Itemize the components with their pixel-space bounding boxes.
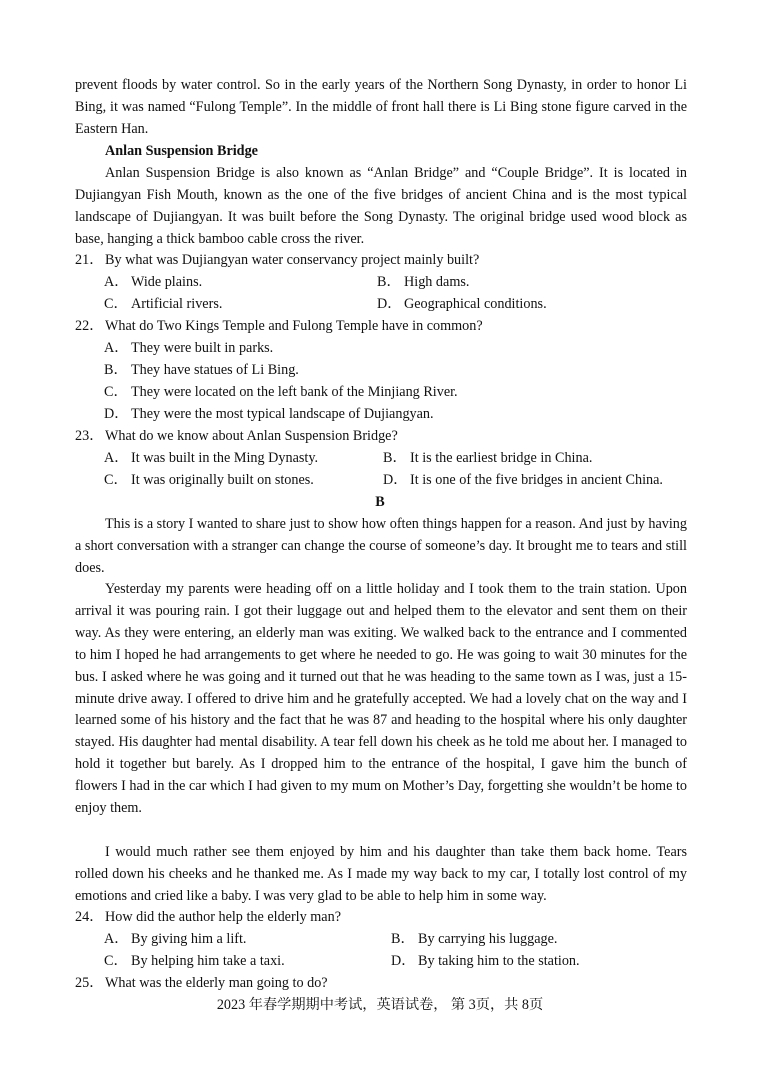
q23-option-c[interactable]: C． It was originally built on stones. (104, 472, 314, 488)
passage-a-paragraph-2: Anlan Suspension Bridge is also known as “Anlan Bridge” and “Couple Bridge”. It is located in Dujiangyan Fish Mouth, known as the one of the five bridges of ancient China and is the most typical landscape of Dujiangyan. It was built before the Song Dynasty. The original bridge used wood block as base, hanging a thick bamboo cable cross the river. (75, 165, 687, 247)
section-b-label: B (375, 494, 385, 510)
q24-option-b[interactable]: B． By carrying his luggage. (391, 931, 558, 947)
page-footer: 2023 年春学期期中考试，英语试卷， 第 3页，共 8页 (216, 997, 544, 1013)
q22-option-d[interactable]: D． They were the most typical landscape of Dujiangyan. (104, 406, 434, 422)
anlan-bridge-heading: Anlan Suspension Bridge (105, 143, 258, 159)
q21-option-a[interactable]: A． Wide plains. (104, 274, 203, 290)
q21-option-d[interactable]: D． Geographical conditions. (377, 296, 547, 312)
q23-option-a[interactable]: A． It was built in the Ming Dynasty. (104, 450, 319, 466)
q22-option-a[interactable]: A． They were built in parks. (104, 340, 274, 356)
q24-option-d[interactable]: D． By taking him to the station. (391, 953, 580, 969)
q21-option-b[interactable]: B． High dams. (377, 274, 470, 290)
question-23-text: What do we know about Anlan Suspension Bridge? (105, 428, 398, 444)
question-22: 22． What do Two Kings Temple and Fulong Temple have in common? (75, 318, 483, 334)
question-21: 21． By what was Dujiangyan water conservancy project mainly built? (75, 252, 480, 268)
q22-option-b[interactable]: B． They have statues of Li Bing. (104, 362, 299, 378)
question-25: 25． What was the elderly man going to do? (75, 975, 328, 991)
question-24: 24． How did the author help the elderly man? (75, 909, 341, 925)
question-21-text: By what was Dujiangyan water conservancy project mainly built? (105, 252, 480, 268)
q23-option-d[interactable]: D． It is one of the five bridges in ancient China. (383, 472, 663, 488)
question-24-text: How did the author help the elderly man? (105, 909, 341, 925)
q24-option-a[interactable]: A． By giving him a lift. (104, 931, 247, 947)
q22-option-c[interactable]: C． They were located on the left bank of the Minjiang River. (104, 384, 458, 400)
passage-b-paragraph-2: Yesterday my parents were heading off on a little holiday and I took them to the train station. Upon arrival it was pouring rain. I got their luggage out and helped them to the elevator and sent them on their way. As they were entering, an elderly man was exiting. We walked back to the entrance and I commented to him I hoped he had arrangements to get where he needed to go. He was going to wait 30 minutes for the bus. I asked where he was going and it turned out that he was heading to the same town as I was, just a 15-minute drive away. I offered to drive him and he gratefully accepted. We had a lovely chat on the way and I learned some of his history and the fact that he was 87 and heading to the hospital where his only daughter stayed. His daughter had mental disability. A tear fell down his cheek as he told me about her. I managed to hold it together but barely. As I dropped him to the entrance of the hospital, I gave him the bunch of flowers I had in the car which I had given to my mum on Mother’s Day, forgetting she wouldn’t be home to enjoy them. (75, 581, 687, 817)
passage-a-paragraph-1: prevent floods by water control. So in the early years of the Northern Song Dynasty, in order to honor Li Bing, it was named “Fulong Temple”. In the middle of front hall there is Li Bing stone figure carved in the Eastern Han. (75, 77, 687, 137)
q23-option-b[interactable]: B． It is the earliest bridge in China. (383, 450, 593, 466)
q24-option-c[interactable]: C． By helping him take a taxi. (104, 953, 285, 969)
passage-b-paragraph-1: This is a story I wanted to share just to show how often things happen for a reason. And just by having a short conversation with a stranger can change the course of someone’s day. It brought me to tears and still does. (75, 516, 687, 576)
question-25-text: What was the elderly man going to do? (105, 975, 328, 991)
question-22-text: What do Two Kings Temple and Fulong Temple have in common? (105, 318, 483, 334)
question-23: 23． What do we know about Anlan Suspension Bridge? (75, 428, 398, 444)
q21-option-c[interactable]: C． Artificial rivers. (104, 296, 223, 312)
passage-b-paragraph-3: I would much rather see them enjoyed by him and his daughter than take them back home. Tears rolled down his cheeks and he thanked me. As I made my way back to my car, I totally lost control of my emotions and cried like a baby. I was very glad to be able to help him in some way. (75, 844, 687, 904)
